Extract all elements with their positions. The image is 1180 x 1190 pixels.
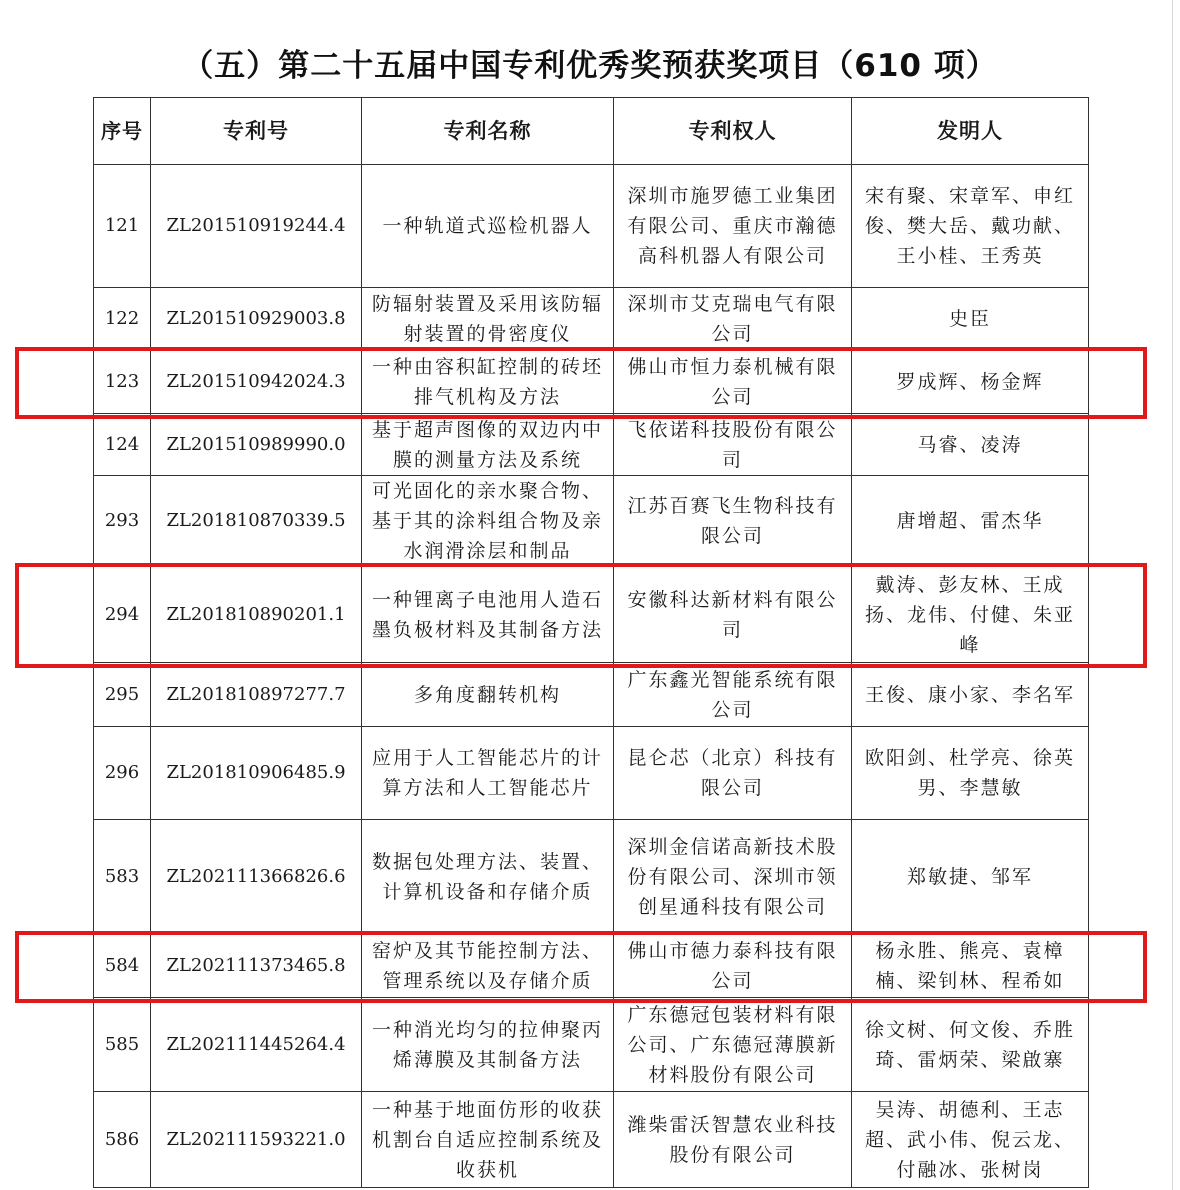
row-patent-no: ZL201810870339.5 <box>151 476 362 567</box>
table-row <box>94 351 1089 414</box>
row-seq: 583 <box>94 820 151 935</box>
row-patent-name: 窑炉及其节能控制方法、管理系统以及存储介质 <box>362 935 614 998</box>
table-row <box>94 1092 1089 1188</box>
page-title: （五）第二十五届中国专利优秀奖预获奖项目（610 项） <box>182 48 998 84</box>
row-holder: 潍柴雷沃智慧农业科技股份有限公司 <box>614 1092 852 1188</box>
row-inventor: 戴涛、彭友林、王成扬、龙伟、付健、朱亚峰 <box>852 567 1089 663</box>
row-patent-no: ZL202111373465.8 <box>151 935 362 998</box>
row-inventor: 唐增超、雷杰华 <box>852 476 1089 567</box>
table-row <box>94 935 1089 998</box>
row-seq: 121 <box>94 165 151 288</box>
row-seq: 296 <box>94 727 151 820</box>
row-patent-name: 可光固化的亲水聚合物、基于其的涂料组合物及亲水润滑涂层和制品 <box>362 476 614 567</box>
table-row <box>94 998 1089 1092</box>
row-holder: 江苏百赛飞生物科技有限公司 <box>614 476 852 567</box>
row-patent-name: 应用于人工智能芯片的计算方法和人工智能芯片 <box>362 727 614 820</box>
row-inventor: 罗成辉、杨金辉 <box>852 351 1089 414</box>
row-holder: 广东德冠包装材料有限公司、广东德冠薄膜新材料股份有限公司 <box>614 998 852 1092</box>
row-holder: 佛山市德力泰科技有限公司 <box>614 935 852 998</box>
table-row <box>94 567 1089 663</box>
row-holder: 安徽科达新材料有限公司 <box>614 567 852 663</box>
row-patent-name: 数据包处理方法、装置、计算机设备和存储介质 <box>362 820 614 935</box>
header-inventor: 发明人 <box>852 98 1089 165</box>
row-holder: 深圳市艾克瑞电气有限公司 <box>614 288 852 351</box>
row-inventor: 杨永胜、熊亮、袁樟楠、梁钊林、程希如 <box>852 935 1089 998</box>
row-seq: 294 <box>94 567 151 663</box>
row-inventor: 王俊、康小家、李名军 <box>852 663 1089 727</box>
row-patent-name: 一种基于地面仿形的收获机割台自适应控制系统及收获机 <box>362 1092 614 1188</box>
row-inventor: 郑敏捷、邹军 <box>852 820 1089 935</box>
row-holder: 昆仑芯（北京）科技有限公司 <box>614 727 852 820</box>
table-row <box>94 165 1089 288</box>
table-row <box>94 663 1089 727</box>
row-holder: 广东鑫光智能系统有限公司 <box>614 663 852 727</box>
row-holder: 深圳金信诺高新技术股份有限公司、深圳市领创星通科技有限公司 <box>614 820 852 935</box>
table-row <box>94 727 1089 820</box>
row-patent-no: ZL201510989990.0 <box>151 414 362 476</box>
row-patent-name: 多角度翻转机构 <box>362 663 614 727</box>
row-holder: 深圳市施罗德工业集团有限公司、重庆市瀚德高科机器人有限公司 <box>614 165 852 288</box>
row-seq: 585 <box>94 998 151 1092</box>
row-patent-no: ZL202111445264.4 <box>151 998 362 1092</box>
row-inventor: 徐文树、何文俊、乔胜琦、雷炳荣、梁啟寨 <box>852 998 1089 1092</box>
header-seq: 序号 <box>94 98 151 165</box>
row-patent-name: 一种锂离子电池用人造石墨负极材料及其制备方法 <box>362 567 614 663</box>
row-inventor: 宋有聚、宋章军、申红俊、樊大岳、戴功献、王小桂、王秀英 <box>852 165 1089 288</box>
row-patent-name: 一种由容积缸控制的砖坯排气机构及方法 <box>362 351 614 414</box>
row-patent-name: 基于超声图像的双边内中膜的测量方法及系统 <box>362 414 614 476</box>
patent-table <box>93 97 1089 1188</box>
row-patent-no: ZL201510942024.3 <box>151 351 362 414</box>
header-patent-name: 专利名称 <box>362 98 614 165</box>
header-patent-no: 专利号 <box>151 98 362 165</box>
row-holder: 飞依诺科技股份有限公司 <box>614 414 852 476</box>
row-seq: 295 <box>94 663 151 727</box>
row-seq: 586 <box>94 1092 151 1188</box>
row-seq: 124 <box>94 414 151 476</box>
table-row <box>94 820 1089 935</box>
row-patent-no: ZL202111593221.0 <box>151 1092 362 1188</box>
table-row <box>94 288 1089 351</box>
row-patent-name: 一种轨道式巡检机器人 <box>362 165 614 288</box>
row-patent-no: ZL201510929003.8 <box>151 288 362 351</box>
table-row <box>94 476 1089 567</box>
header-holder: 专利权人 <box>614 98 852 165</box>
row-patent-no: ZL202111366826.6 <box>151 820 362 935</box>
row-inventor: 欧阳剑、杜学亮、徐英男、李慧敏 <box>852 727 1089 820</box>
row-patent-no: ZL201810897277.7 <box>151 663 362 727</box>
row-patent-no: ZL201810906485.9 <box>151 727 362 820</box>
row-patent-name: 一种消光均匀的拉伸聚丙烯薄膜及其制备方法 <box>362 998 614 1092</box>
row-seq: 584 <box>94 935 151 998</box>
row-seq: 293 <box>94 476 151 567</box>
table-row <box>94 414 1089 476</box>
row-seq: 123 <box>94 351 151 414</box>
row-patent-no: ZL201510919244.4 <box>151 165 362 288</box>
row-seq: 122 <box>94 288 151 351</box>
row-patent-name: 防辐射装置及采用该防辐射装置的骨密度仪 <box>362 288 614 351</box>
page-edge <box>1172 0 1173 1190</box>
row-inventor: 马睿、凌涛 <box>852 414 1089 476</box>
row-holder: 佛山市恒力泰机械有限公司 <box>614 351 852 414</box>
row-patent-no: ZL201810890201.1 <box>151 567 362 663</box>
row-inventor: 史臣 <box>852 288 1089 351</box>
table-header-row <box>94 98 1089 165</box>
row-inventor: 吴涛、胡德利、王志超、武小伟、倪云龙、付融冰、张树岗 <box>852 1092 1089 1188</box>
